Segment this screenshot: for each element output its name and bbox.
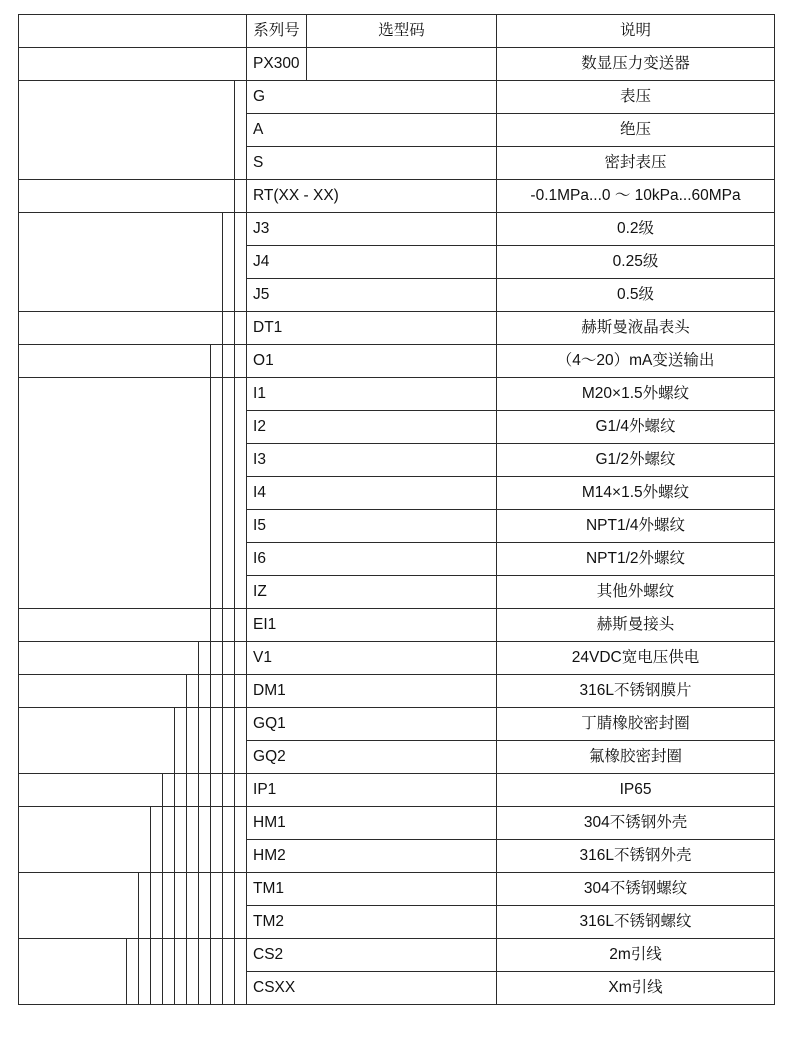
staircase-spacer — [199, 708, 211, 774]
header-series-no: 系列号 — [247, 15, 307, 48]
row-label: 螺纹材质 — [19, 873, 139, 939]
staircase-spacer — [211, 807, 223, 873]
staircase-spacer — [211, 708, 223, 774]
description-cell: 数显压力变送器 — [497, 48, 775, 81]
description-cell: 2m引线 — [497, 939, 775, 972]
staircase-spacer — [223, 609, 235, 642]
option-code-cell: HM2 — [247, 840, 497, 873]
option-code-cell: I3 — [247, 444, 497, 477]
staircase-spacer — [223, 774, 235, 807]
staircase-spacer — [235, 939, 247, 1005]
staircase-spacer — [175, 807, 187, 873]
staircase-spacer — [211, 642, 223, 675]
table-row — [19, 48, 775, 81]
staircase-spacer — [151, 873, 163, 939]
row-label: 密封圈材质 — [19, 708, 175, 774]
header-param-name: 参数名称 — [19, 15, 247, 48]
table-row — [19, 378, 775, 411]
staircase-spacer — [187, 939, 199, 1005]
staircase-spacer — [223, 807, 235, 873]
staircase-spacer — [223, 939, 235, 1005]
staircase-spacer — [163, 939, 175, 1005]
staircase-spacer — [235, 312, 247, 345]
row-label: 线缆长度 — [19, 939, 127, 1005]
staircase-spacer — [199, 873, 211, 939]
staircase-spacer — [151, 807, 163, 873]
option-code-cell: I2 — [247, 411, 497, 444]
staircase-spacer — [235, 642, 247, 675]
option-code-cell: CSXX — [247, 972, 497, 1005]
staircase-spacer — [199, 642, 211, 675]
option-code-cell: J4 — [247, 246, 497, 279]
row-label: 膜片材质 — [19, 675, 187, 708]
staircase-spacer — [199, 939, 211, 1005]
description-cell: NPT1/2外螺纹 — [497, 543, 775, 576]
option-code-cell: DT1 — [247, 312, 497, 345]
staircase-spacer — [223, 345, 235, 378]
row-label: 传感器类型 — [19, 81, 235, 180]
table-row — [19, 774, 775, 807]
description-cell: （4～20）mA变送输出 — [497, 345, 775, 378]
description-cell: 316L不锈钢膜片 — [497, 675, 775, 708]
staircase-spacer — [223, 312, 235, 345]
option-code-cell: G — [247, 81, 497, 114]
row-label: 变送输出 — [19, 345, 211, 378]
staircase-spacer — [199, 675, 211, 708]
row-label: 防护等级 — [19, 774, 163, 807]
option-code-cell: DM1 — [247, 675, 497, 708]
description-cell: -0.1MPa...0 ～ 10kPa...60MPa — [497, 180, 775, 213]
row-label: 显示类型 — [19, 312, 223, 345]
staircase-spacer — [139, 939, 151, 1005]
series-code-cell: PX300 — [247, 48, 307, 81]
row-label: 安装方式 — [19, 378, 211, 609]
option-code-cell: V1 — [247, 642, 497, 675]
option-code-cell: J3 — [247, 213, 497, 246]
description-cell: 赫斯曼液晶表头 — [497, 312, 775, 345]
option-code-cell: GQ1 — [247, 708, 497, 741]
option-code-cell: TM2 — [247, 906, 497, 939]
description-cell: M20×1.5外螺纹 — [497, 378, 775, 411]
table-row — [19, 873, 775, 906]
description-cell: 0.25级 — [497, 246, 775, 279]
description-cell: 0.2级 — [497, 213, 775, 246]
staircase-spacer — [223, 873, 235, 939]
description-cell: 丁腈橡胶密封圈 — [497, 708, 775, 741]
option-code-cell: CS2 — [247, 939, 497, 972]
staircase-spacer — [235, 873, 247, 939]
staircase-spacer — [163, 774, 175, 807]
staircase-spacer — [187, 807, 199, 873]
staircase-spacer — [235, 378, 247, 609]
staircase-spacer — [211, 675, 223, 708]
staircase-spacer — [175, 774, 187, 807]
staircase-spacer — [175, 708, 187, 774]
table-row — [19, 312, 775, 345]
staircase-spacer — [163, 873, 175, 939]
staircase-spacer — [127, 939, 139, 1005]
description-cell: Xm引线 — [497, 972, 775, 1005]
description-cell: 密封表压 — [497, 147, 775, 180]
staircase-spacer — [175, 939, 187, 1005]
description-cell: 0.5级 — [497, 279, 775, 312]
staircase-spacer — [235, 609, 247, 642]
staircase-spacer — [175, 873, 187, 939]
staircase-spacer — [211, 774, 223, 807]
option-code-cell: IZ — [247, 576, 497, 609]
staircase-spacer — [223, 642, 235, 675]
table-row — [19, 81, 775, 114]
row-label: 供电电源 — [19, 642, 199, 675]
staircase-spacer — [223, 378, 235, 609]
description-cell: 绝压 — [497, 114, 775, 147]
staircase-spacer — [223, 213, 235, 312]
header-option-code: 选型码 — [307, 15, 497, 48]
staircase-spacer — [187, 774, 199, 807]
table-row — [19, 939, 775, 972]
staircase-spacer — [187, 708, 199, 774]
option-code-cell: A — [247, 114, 497, 147]
description-cell: NPT1/4外螺纹 — [497, 510, 775, 543]
option-code-cell: RT(XX - XX) — [247, 180, 497, 213]
staircase-spacer — [151, 939, 163, 1005]
description-cell: 304不锈钢螺纹 — [497, 873, 775, 906]
row-label: 测量范围 — [19, 180, 235, 213]
staircase-spacer — [187, 873, 199, 939]
option-code-cell: I5 — [247, 510, 497, 543]
description-cell: 氟橡胶密封圈 — [497, 741, 775, 774]
option-code-cell: S — [247, 147, 497, 180]
row-label: 系列号 — [19, 48, 247, 81]
staircase-spacer — [235, 213, 247, 312]
staircase-spacer — [199, 774, 211, 807]
option-code-cell: J5 — [247, 279, 497, 312]
description-cell: 304不锈钢外壳 — [497, 807, 775, 840]
table-body — [19, 15, 775, 1005]
staircase-spacer — [187, 675, 199, 708]
staircase-spacer — [235, 807, 247, 873]
staircase-spacer — [199, 807, 211, 873]
option-code-cell: GQ2 — [247, 741, 497, 774]
table-row — [19, 642, 775, 675]
staircase-spacer — [223, 708, 235, 774]
description-cell: 赫斯曼接头 — [497, 609, 775, 642]
option-code-cell: EI1 — [247, 609, 497, 642]
option-code-cell: HM1 — [247, 807, 497, 840]
option-code-cell: I1 — [247, 378, 497, 411]
description-cell: G1/4外螺纹 — [497, 411, 775, 444]
staircase-spacer — [211, 939, 223, 1005]
description-cell: 表压 — [497, 81, 775, 114]
row-label: 电气接口 — [19, 609, 211, 642]
table-row — [19, 180, 775, 213]
header-description: 说明 — [497, 15, 775, 48]
staircase-spacer — [235, 774, 247, 807]
staircase-spacer — [235, 81, 247, 180]
staircase-spacer — [223, 675, 235, 708]
staircase-spacer — [235, 708, 247, 774]
description-cell: 316L不锈钢外壳 — [497, 840, 775, 873]
description-cell: IP65 — [497, 774, 775, 807]
description-cell: 316L不锈钢螺纹 — [497, 906, 775, 939]
option-code-cell: IP1 — [247, 774, 497, 807]
product-selection-table — [18, 14, 775, 1005]
staircase-spacer — [211, 345, 223, 378]
description-cell: M14×1.5外螺纹 — [497, 477, 775, 510]
staircase-spacer — [211, 609, 223, 642]
table-row — [19, 807, 775, 840]
description-cell: 其他外螺纹 — [497, 576, 775, 609]
option-code-cell: I6 — [247, 543, 497, 576]
option-code-cell: O1 — [247, 345, 497, 378]
table-header-row — [19, 15, 775, 48]
table-row — [19, 345, 775, 378]
description-cell: G1/2外螺纹 — [497, 444, 775, 477]
staircase-spacer — [235, 345, 247, 378]
table-row — [19, 213, 775, 246]
option-code-cell — [307, 48, 497, 81]
option-code-cell: TM1 — [247, 873, 497, 906]
table-row — [19, 708, 775, 741]
row-label: 外壳材质 — [19, 807, 151, 873]
option-code-cell: I4 — [247, 477, 497, 510]
staircase-spacer — [211, 378, 223, 609]
table-row — [19, 675, 775, 708]
staircase-spacer — [211, 873, 223, 939]
description-cell: 24VDC宽电压供电 — [497, 642, 775, 675]
staircase-spacer — [235, 180, 247, 213]
staircase-spacer — [163, 807, 175, 873]
staircase-spacer — [139, 873, 151, 939]
row-label: 准确度 — [19, 213, 223, 312]
table-row — [19, 609, 775, 642]
staircase-spacer — [235, 675, 247, 708]
